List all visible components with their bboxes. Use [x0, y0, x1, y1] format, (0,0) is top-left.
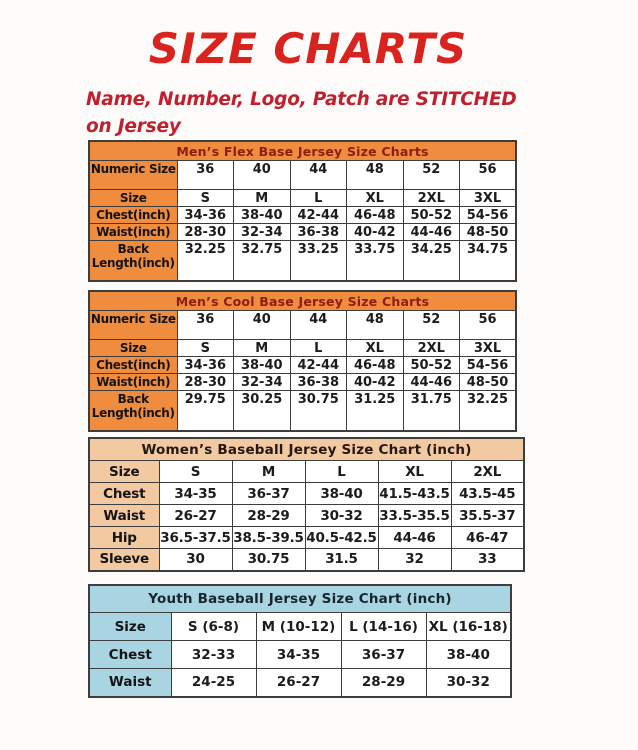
- size-value-cell: 30.75: [232, 549, 305, 571]
- size-value-cell: 32-33: [171, 641, 256, 669]
- size-value-cell: 28-29: [341, 669, 426, 697]
- size-value-cell: 38-40: [234, 207, 291, 224]
- table-row: [89, 669, 511, 697]
- size-value-cell: 35.5-37: [451, 505, 524, 527]
- table-row: [89, 241, 516, 281]
- size-value-cell: 36-37: [341, 641, 426, 669]
- table-row: [89, 483, 524, 505]
- row-label: Size: [89, 613, 171, 641]
- size-value-cell: 32.25: [460, 391, 517, 431]
- size-value-cell: 33.5-35.5: [378, 505, 451, 527]
- size-value-cell: M: [232, 461, 305, 483]
- size-value-cell: 56: [460, 311, 517, 340]
- size-value-cell: 30-32: [305, 505, 378, 527]
- row-label: Numeric Size: [89, 311, 177, 340]
- size-value-cell: 36: [177, 161, 234, 190]
- size-value-cell: 2XL: [403, 190, 460, 207]
- table-row: [89, 207, 516, 224]
- size-value-cell: S: [177, 190, 234, 207]
- table-row: [89, 374, 516, 391]
- table-title: Men’s Flex Base Jersey Size Charts: [89, 141, 516, 161]
- row-label: Waist(inch): [89, 224, 177, 241]
- size-value-cell: 30: [159, 549, 232, 571]
- size-value-cell: M (10-12): [256, 613, 341, 641]
- table-row: [89, 391, 516, 431]
- row-label: Back Length(inch): [89, 391, 177, 431]
- size-value-cell: 44-46: [403, 374, 460, 391]
- size-value-cell: M: [234, 190, 291, 207]
- table-title-row: [89, 585, 511, 613]
- size-value-cell: 52: [403, 311, 460, 340]
- row-label: Chest: [89, 641, 171, 669]
- size-value-cell: 30.75: [290, 391, 347, 431]
- subtitle-line-2: on Jersey: [86, 116, 181, 137]
- size-value-cell: L: [305, 461, 378, 483]
- size-value-cell: 36.5-37.5: [159, 527, 232, 549]
- table-title-row: [89, 141, 516, 161]
- size-value-cell: 50-52: [403, 357, 460, 374]
- size-value-cell: L: [290, 190, 347, 207]
- table-row: [89, 224, 516, 241]
- size-value-cell: 32-34: [234, 374, 291, 391]
- size-value-cell: 36-37: [232, 483, 305, 505]
- size-value-cell: L: [290, 340, 347, 357]
- size-value-cell: 38.5-39.5: [232, 527, 305, 549]
- size-value-cell: 38-40: [234, 357, 291, 374]
- womens-baseball-size-chart-table: [88, 437, 525, 572]
- size-value-cell: 48-50: [460, 374, 517, 391]
- size-value-cell: 32-34: [234, 224, 291, 241]
- size-value-cell: 44: [290, 311, 347, 340]
- size-value-cell: 34-35: [256, 641, 341, 669]
- size-value-cell: 32.75: [234, 241, 291, 281]
- size-value-cell: 34-35: [159, 483, 232, 505]
- size-value-cell: 46-47: [451, 527, 524, 549]
- size-value-cell: 43.5-45: [451, 483, 524, 505]
- size-value-cell: 46-48: [347, 357, 404, 374]
- size-value-cell: 40-42: [347, 224, 404, 241]
- row-label: Chest(inch): [89, 207, 177, 224]
- page-title: SIZE CHARTS: [148, 24, 468, 73]
- table-row: [89, 505, 524, 527]
- size-value-cell: 48-50: [460, 224, 517, 241]
- table-row: [89, 641, 511, 669]
- size-value-cell: 28-29: [232, 505, 305, 527]
- size-value-cell: 40.5-42.5: [305, 527, 378, 549]
- row-label: Chest: [89, 483, 159, 505]
- size-value-cell: 31.75: [403, 391, 460, 431]
- size-value-cell: 2XL: [403, 340, 460, 357]
- row-label: Size: [89, 190, 177, 207]
- size-value-cell: 42-44: [290, 207, 347, 224]
- size-value-cell: 44: [290, 161, 347, 190]
- size-value-cell: 26-27: [159, 505, 232, 527]
- table-row: [89, 161, 516, 190]
- table-row: [89, 461, 524, 483]
- size-value-cell: M: [234, 340, 291, 357]
- size-value-cell: 36: [177, 311, 234, 340]
- size-value-cell: 48: [347, 161, 404, 190]
- size-value-cell: L (14-16): [341, 613, 426, 641]
- size-value-cell: 44-46: [403, 224, 460, 241]
- row-label: Size: [89, 461, 159, 483]
- size-value-cell: 31.5: [305, 549, 378, 571]
- size-value-cell: 31.25: [347, 391, 404, 431]
- table-row: [89, 357, 516, 374]
- size-value-cell: 28-30: [177, 224, 234, 241]
- size-value-cell: 33.25: [290, 241, 347, 281]
- size-value-cell: 30-32: [426, 669, 511, 697]
- table-row: [89, 311, 516, 340]
- row-label: Hip: [89, 527, 159, 549]
- size-value-cell: 46-48: [347, 207, 404, 224]
- size-value-cell: 3XL: [460, 190, 517, 207]
- row-label: Sleeve: [89, 549, 159, 571]
- size-value-cell: 44-46: [378, 527, 451, 549]
- size-value-cell: 41.5-43.5: [378, 483, 451, 505]
- table-title: Women’s Baseball Jersey Size Chart (inch): [89, 438, 524, 461]
- size-value-cell: 52: [403, 161, 460, 190]
- size-value-cell: 26-27: [256, 669, 341, 697]
- row-label: Chest(inch): [89, 357, 177, 374]
- youth-baseball-size-chart-table: [88, 584, 512, 698]
- mens-flex-base-size-chart-table: [88, 140, 517, 282]
- table-title: Men’s Cool Base Jersey Size Charts: [89, 291, 516, 311]
- size-value-cell: 33.75: [347, 241, 404, 281]
- size-value-cell: XL (16-18): [426, 613, 511, 641]
- size-value-cell: XL: [378, 461, 451, 483]
- row-label: Waist(inch): [89, 374, 177, 391]
- size-value-cell: 2XL: [451, 461, 524, 483]
- size-value-cell: XL: [347, 190, 404, 207]
- row-label: Back Length(inch): [89, 241, 177, 281]
- size-value-cell: 40: [234, 161, 291, 190]
- size-value-cell: 32.25: [177, 241, 234, 281]
- size-value-cell: 34.75: [460, 241, 517, 281]
- size-value-cell: S: [177, 340, 234, 357]
- size-value-cell: 54-56: [460, 357, 517, 374]
- size-value-cell: S: [159, 461, 232, 483]
- size-value-cell: 40-42: [347, 374, 404, 391]
- table-row: [89, 613, 511, 641]
- size-value-cell: 34-36: [177, 357, 234, 374]
- size-value-cell: 29.75: [177, 391, 234, 431]
- mens-cool-base-size-chart-table: [88, 290, 517, 432]
- table-row: [89, 190, 516, 207]
- row-label: Waist: [89, 505, 159, 527]
- size-value-cell: XL: [347, 340, 404, 357]
- table-title-row: [89, 438, 524, 461]
- row-label: Size: [89, 340, 177, 357]
- size-value-cell: 33: [451, 549, 524, 571]
- size-value-cell: 56: [460, 161, 517, 190]
- size-value-cell: 48: [347, 311, 404, 340]
- size-value-cell: 34.25: [403, 241, 460, 281]
- size-value-cell: 36-38: [290, 374, 347, 391]
- size-value-cell: 28-30: [177, 374, 234, 391]
- row-label: Numeric Size: [89, 161, 177, 190]
- size-value-cell: 24-25: [171, 669, 256, 697]
- size-value-cell: 34-36: [177, 207, 234, 224]
- table-row: [89, 527, 524, 549]
- table-title-row: [89, 291, 516, 311]
- size-value-cell: 38-40: [305, 483, 378, 505]
- size-value-cell: 50-52: [403, 207, 460, 224]
- size-value-cell: 36-38: [290, 224, 347, 241]
- size-value-cell: 42-44: [290, 357, 347, 374]
- subtitle-line-1: Name, Number, Logo, Patch are STITCHED: [86, 89, 517, 110]
- table-row: [89, 340, 516, 357]
- size-value-cell: S (6-8): [171, 613, 256, 641]
- size-value-cell: 30.25: [234, 391, 291, 431]
- row-label: Waist: [89, 669, 171, 697]
- page-subtitle: [86, 86, 586, 140]
- size-value-cell: 3XL: [460, 340, 517, 357]
- size-value-cell: 32: [378, 549, 451, 571]
- size-value-cell: 38-40: [426, 641, 511, 669]
- table-title: Youth Baseball Jersey Size Chart (inch): [89, 585, 511, 613]
- table-row: [89, 549, 524, 571]
- size-value-cell: 54-56: [460, 207, 517, 224]
- size-value-cell: 40: [234, 311, 291, 340]
